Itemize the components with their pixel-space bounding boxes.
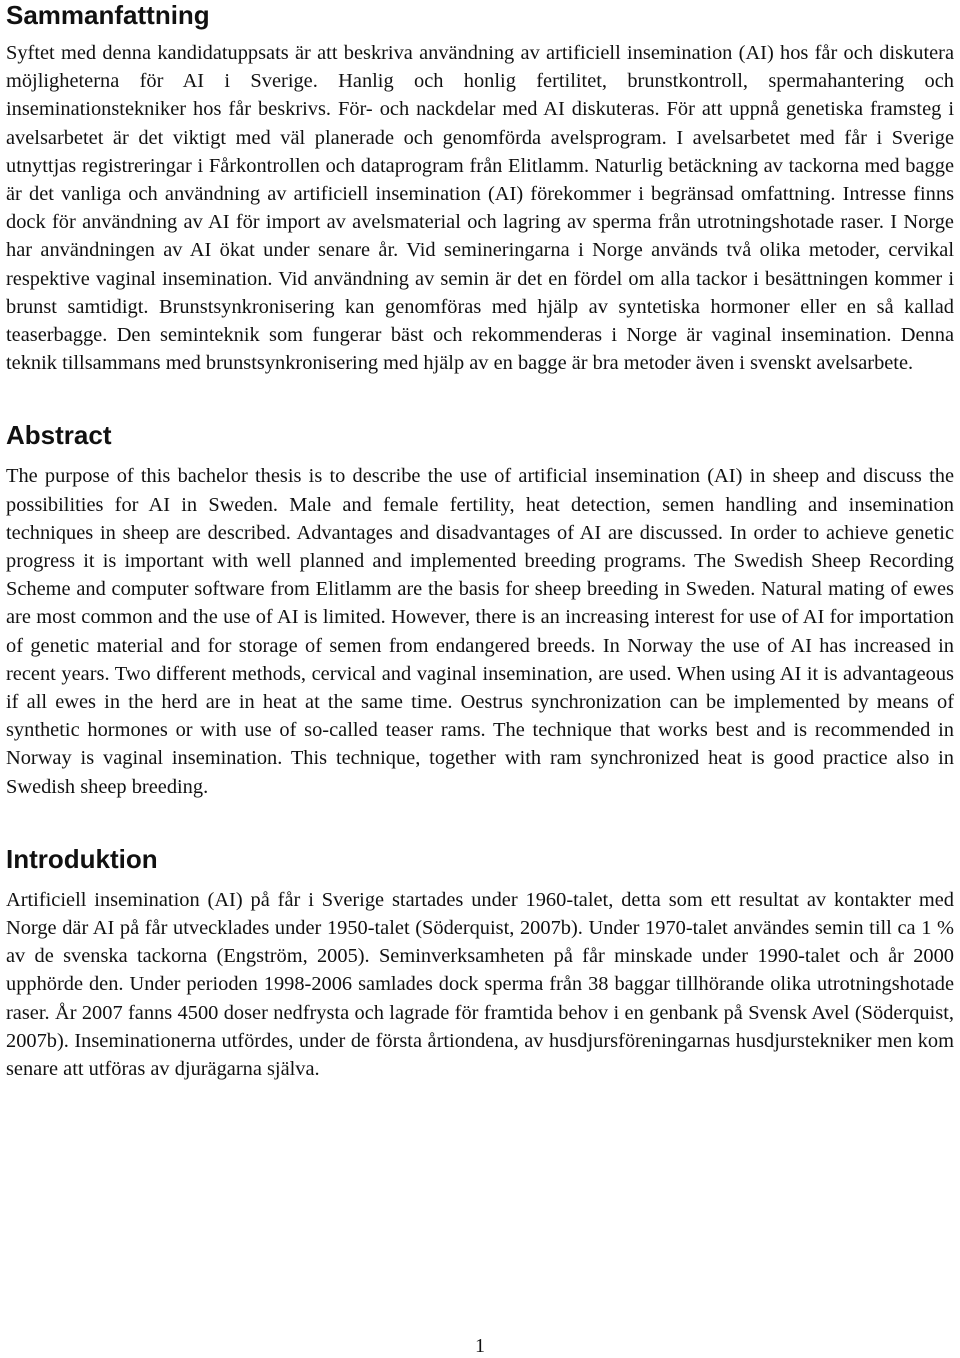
section-introduktion [6,844,954,1083]
section-paragraph: Syftet med denna kandidatuppsats är att beskriva användning av artificiell insemination (AI) hos får och diskutera möjligheterna för AI i Sverige. Hanlig och honlig fertilitet, brunstkontroll, spermahantering och inseminationstekniker hos får beskrivs. För- och nackdelar med AI diskuteras. För att uppnå genetiska framsteg i avelsarbetet är det viktigt med väl planerade och genomförda avelsprogram. I avelsarbetet med får i Sverige utnyttjas registreringar i Fårkontrollen och dataprogram från Elitlamm. Naturlig betäckning av tackorna med bagge är det vanliga och användning av artificiell insemination (AI) förekommer i begränsad omfattning. Intresse finns dock för användning av AI för import av avelsmaterial och lagring av sperma från utrotningshotade raser. I Norge har användningen av AI ökat under senare år. Vid semineringarna i Norge används två olika metoder, cervikal respektive vaginal insemination. Vid användning av semin är det en fördel om alla tackor i besättningen kommer i brunst samtidigt. Brunstsynkronisering kan genomföras med hjälp av syntetiska hormoner eller en så kallad teaserbagge. Den seminteknik som fungerar bäst och rekommenderas i Norge är vaginal insemination. Denna teknik tillsammans med brunstsynkronisering med hjälp av en bagge är bra metoder även i svenskt avelsarbete. [6,42,954,375]
section-abstract [6,420,954,800]
section-heading: Abstract [6,420,112,451]
section-paragraph: The purpose of this bachelor thesis is to describe the use of artificial insemination (AI) in sheep and discuss the possibilities for AI in Sweden. Male and female fertility, heat detection, semen handling and insemination techniques in sheep are described. Advantages and disadvantages of AI are discussed. In order to achieve genetic progress it is important with well planned and implemented breeding programs. The Swedish Sheep Recording Scheme and computer software from Elitlamm are the basis for sheep breeding in Sweden. Natural mating of ewes are most common and the use of AI is limited. However, there is an increasing interest for use of AI for importation of genetic material and for storage of semen from endangered breeds. In Norway the use of AI has increased in recent years. Two different methods, cervical and vaginal insemination, are used. When using AI it is advantageous if all ewes in the herd are in heat at the same time. Oestrus synchronization can be implemented by means of synthetic hormones or with use of so-called teaser rams. The technique that works best and is recommended in Norway is vaginal insemination. This technique, together with ram synchronized heat is good practice also in Swedish sheep breeding. [6,465,954,798]
section-heading: Sammanfattning [6,0,210,30]
section-heading: Introduktion [6,843,158,874]
page-number: 1 [475,1335,485,1357]
document-page [6,0,954,1083]
section-sammanfattning [6,0,954,377]
section-paragraph: Artificiell insemination (AI) på får i Sverige startades under 1960-talet, detta som ett resultat av kontakter med Norge där AI på får utvecklades under 1950-talet (Söderquist, 2007b). Under 1970-talet användes semin till ca 1 % av de svenska tackorna (Engström, 2005). Seminverksamheten på får minskade under 1990-talet och år 2000 upphörde den. Under perioden 1998-2006 samlades dock sperma från 38 baggar tillhörande olika utrotningshotade raser. År 2007 fanns 4500 doser nedfrysta och lagrade för framtida behov i en genbank på Svensk Avel (Söderquist, 2007b). Inseminationerna utfördes, under de första årtiondena, av husdjursföreningarnas husdjurstekniker men kom senare att utföras av djurägarna själva. [6,888,954,1081]
